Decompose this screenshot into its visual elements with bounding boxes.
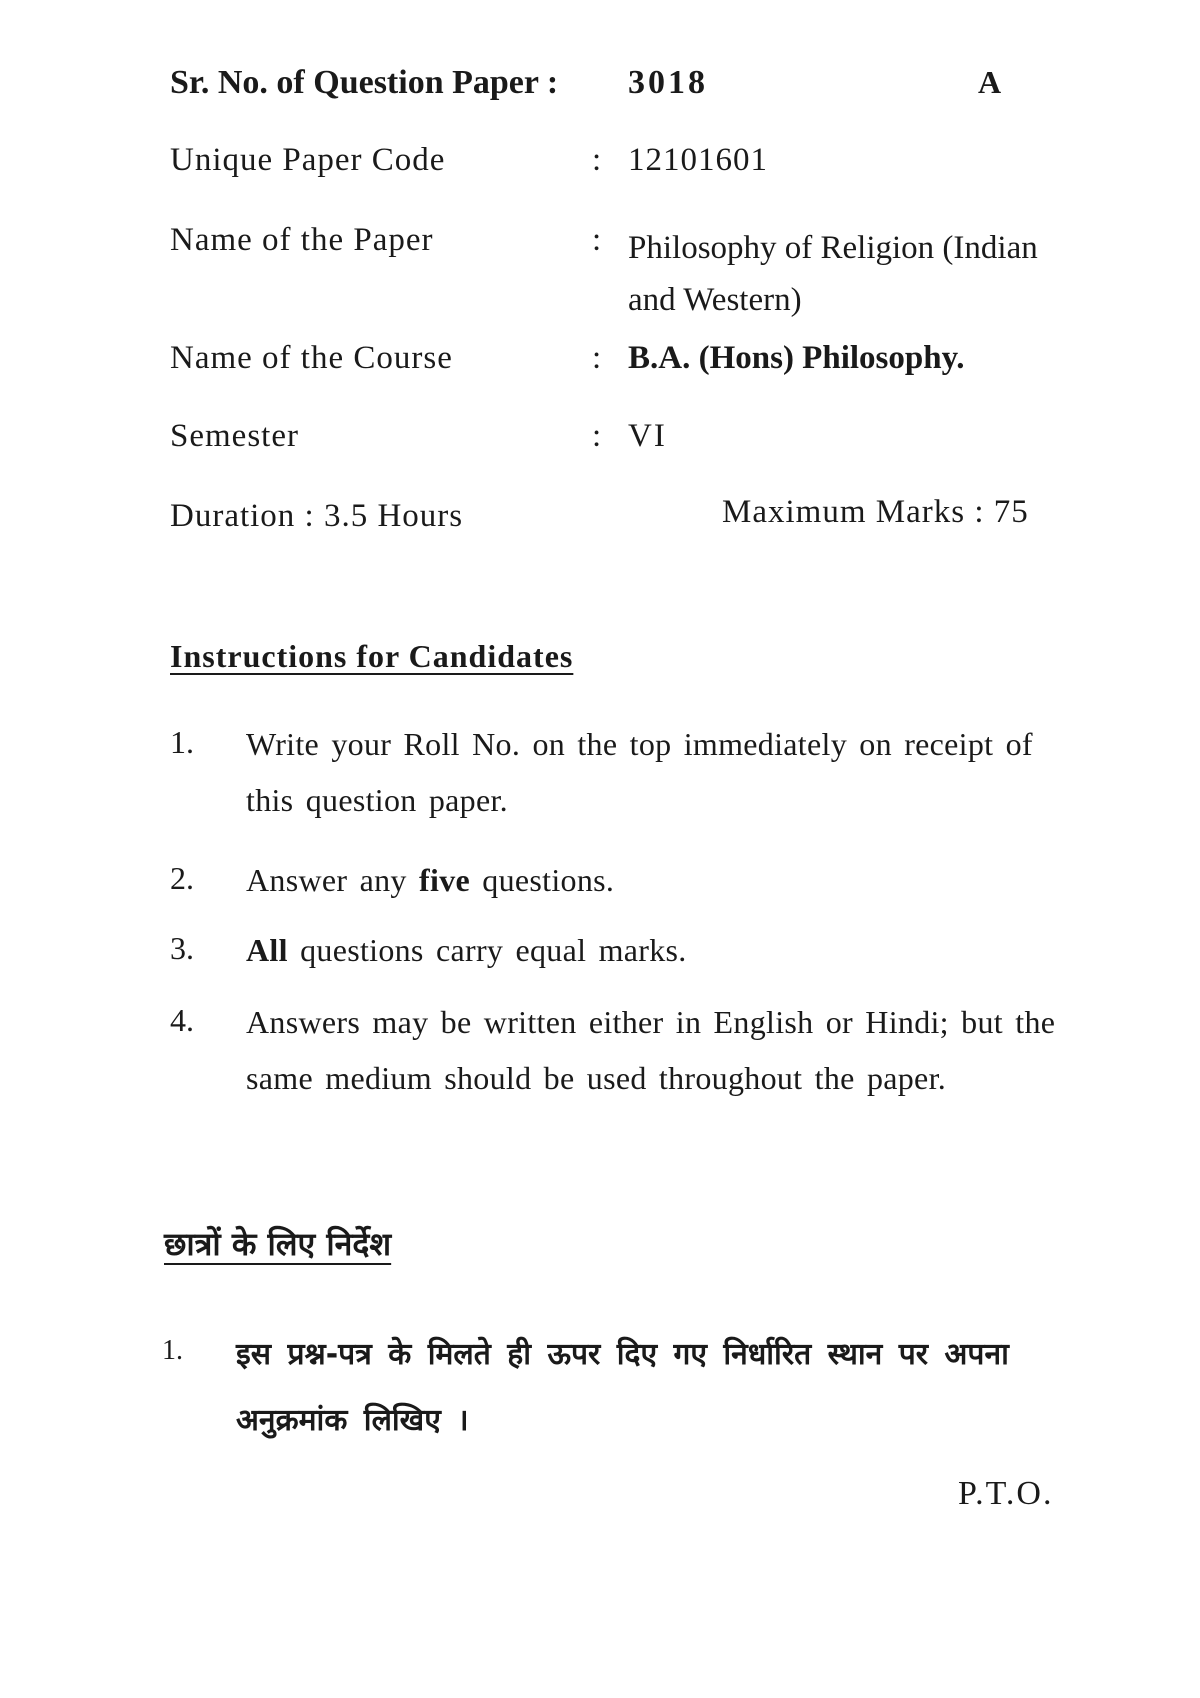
unique-paper-code-value: 12101601 xyxy=(628,142,768,178)
semester-value: VI xyxy=(628,418,667,454)
semester-label: Semester xyxy=(170,418,299,454)
please-turn-over: P.T.O. xyxy=(958,1475,1054,1512)
instruction-item: Answer any five questions. xyxy=(246,862,615,898)
sr-no-value: 3018 xyxy=(628,64,708,101)
hindi-instruction-item: इस प्रश्न-पत्र के मिलते ही ऊपर दिए गए निर्धारित स्थान पर अपना अनुक्रमांक लिखिए । xyxy=(236,1337,1009,1438)
hindi-instruction-number: 1. xyxy=(162,1335,183,1366)
colon: : xyxy=(592,142,602,178)
paper-name-value: Philosophy of Religion (Indian and Western) xyxy=(628,230,1038,318)
sr-no-label: Sr. No. of Question Paper : xyxy=(170,64,559,101)
colon: : xyxy=(592,222,602,258)
maximum-marks: Maximum Marks : 75 xyxy=(722,494,1029,530)
paper-name-label: Name of the Paper xyxy=(170,222,434,258)
colon: : xyxy=(592,418,602,454)
course-name-value: B.A. (Hons) Philosophy. xyxy=(628,340,965,376)
instruction-item: Answers may be written either in English or Hindi; but the same medium should be used throughout the paper. xyxy=(246,1004,1056,1096)
duration: Duration : 3.5 Hours xyxy=(170,498,464,534)
hindi-instructions-title: छात्रों के लिए निर्देश xyxy=(164,1225,392,1263)
instructions-title: Instructions for Candidates xyxy=(170,638,574,674)
emphasis: All xyxy=(246,932,288,968)
unique-paper-code-label: Unique Paper Code xyxy=(170,142,446,178)
instruction-item: All questions carry equal marks. xyxy=(246,932,687,968)
instruction-number: 3. xyxy=(170,930,194,966)
instruction-number: 4. xyxy=(170,1002,194,1038)
instruction-item: Write your Roll No. on the top immediately on receipt of this question paper. xyxy=(246,726,1033,818)
colon: : xyxy=(592,340,602,376)
instruction-number: 1. xyxy=(170,724,194,760)
instruction-number: 2. xyxy=(170,860,194,896)
emphasis: five xyxy=(419,862,470,898)
set-letter: A xyxy=(978,64,1002,100)
course-name-label: Name of the Course xyxy=(170,340,453,376)
